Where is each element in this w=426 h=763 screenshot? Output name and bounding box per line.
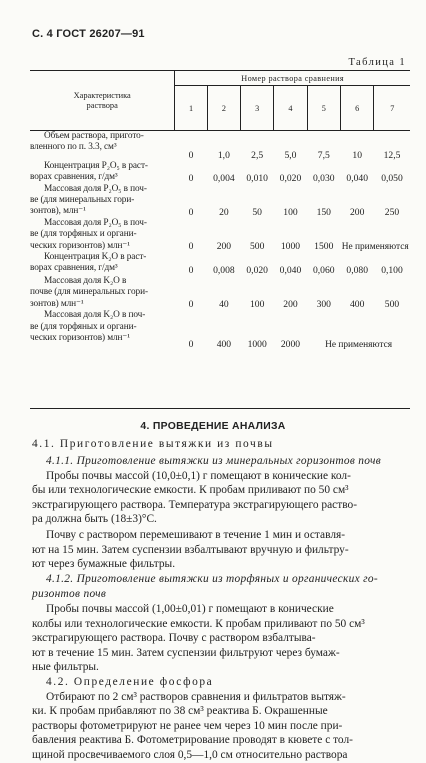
- row-label-line: ческих горизонтов) млн⁻¹: [30, 332, 130, 343]
- table-cell: 40: [219, 299, 229, 311]
- solution-number: 5: [307, 86, 340, 131]
- row-label-line: почве (для минеральных гори-: [30, 287, 148, 298]
- table-cell: 1000: [280, 240, 301, 252]
- text-line: ра должна быть (18±3)°С.: [32, 513, 157, 526]
- row-label-line: ве (для минеральных гори-: [30, 194, 135, 205]
- row-label-line: Массовая доля P₂O₅ в поч-: [44, 183, 147, 194]
- page-header: С. 4 ГОСТ 26207—91: [32, 28, 145, 40]
- text-line: ют в течение 15 мин. Затем суспензии фильтруют через бумаж-: [32, 646, 340, 659]
- table-row: [30, 131, 410, 161]
- table-cell: 0,050: [381, 172, 403, 184]
- table-cell: 200: [283, 299, 298, 311]
- text-line: экстрагирующего раствора. Температура экстрагирующего раство-: [32, 498, 357, 511]
- row-label-line: Массовая доля K₂O в поч-: [44, 310, 146, 321]
- column-header-characteristic: [30, 71, 175, 131]
- solution-number: 6: [340, 86, 374, 131]
- table-cell: 400: [216, 339, 232, 351]
- table-cell: 0: [188, 172, 194, 184]
- col-header-line: Характеристика: [73, 91, 131, 100]
- subsection-heading: 4.2. Определение фосфора: [46, 675, 214, 688]
- solution-number: 4: [274, 86, 307, 131]
- text-line: Пробы почвы массой (10,0±0,1) г помещают в конические кол-: [46, 469, 351, 482]
- text-line: растворы фотометрируют не ранее чем через 10 мин после при-: [32, 719, 343, 732]
- table-cell: 12,5: [383, 149, 401, 161]
- solution-number: 3: [241, 86, 274, 131]
- table-cell: 0,008: [213, 264, 235, 276]
- table-cell: 0,020: [279, 172, 302, 184]
- row-label-line: зонтов) млн⁻¹: [30, 298, 84, 309]
- text-line: бы или технологические емкости. К пробам приливают по 50 см³: [32, 484, 349, 497]
- text-line: бавления реактива Б. Фотометрирование проводят в кювете с тол-: [32, 734, 353, 747]
- row-label-line: ве (для торфяных и органи-: [30, 229, 137, 240]
- text-line: ки. К пробам прибавляют по 38 см³ реактива Б. Окрашенные: [32, 705, 328, 718]
- group-header: Номер раствора сравнения: [175, 71, 410, 86]
- row-label: [30, 310, 175, 350]
- table-cell: 0: [188, 206, 194, 218]
- table-caption: Таблица 1: [348, 57, 406, 68]
- table-cell: 0,020: [246, 264, 268, 276]
- paragraph-4-1-2-body: [32, 602, 412, 763]
- row-label: [30, 252, 175, 276]
- table-cell: 100: [249, 299, 265, 311]
- row-label: [30, 161, 175, 184]
- table-cell: 250: [384, 206, 400, 218]
- row-label-line: зонтов), млн⁻¹: [30, 206, 86, 217]
- solution-number: 7: [374, 86, 410, 131]
- row-label-line: Массовая доля P₂O₅ в поч-: [44, 217, 147, 228]
- table-cell: 2000: [280, 339, 301, 351]
- reference-solutions-table: [30, 70, 410, 350]
- table-cell: 150: [316, 206, 331, 218]
- col-header-line: раствора: [86, 100, 118, 110]
- item-heading: 4.1.2. Приготовление вытяжки из торфяных и органических го-: [46, 573, 378, 585]
- table-cell: 50: [252, 206, 262, 218]
- table-cell: 1000: [247, 339, 267, 351]
- table-cell: 7,5: [317, 149, 330, 161]
- page-continuation: [0, 600, 426, 761]
- table-row: [30, 310, 410, 350]
- row-label: [30, 131, 175, 161]
- subsection-heading: [32, 437, 412, 452]
- solution-number: 2: [207, 86, 240, 131]
- row-label-line: вленного по п. 3.3, см³: [30, 142, 117, 153]
- text-line: ные фильтры.: [32, 661, 99, 674]
- table-row: [30, 276, 410, 310]
- row-label-line: ворах сравнения, г/дм³: [30, 263, 118, 274]
- row-label-line: ческих горизонтов) млн⁻¹: [30, 240, 130, 251]
- table-cell: 1500: [314, 240, 334, 252]
- table-cell: 0: [188, 240, 194, 252]
- row-label-line: ве (для торфяных и органи-: [30, 321, 137, 332]
- text-line: экстрагирующего раствора. Почву с раствором взбалтыва-: [32, 632, 316, 645]
- table-cell: 0,004: [213, 172, 235, 184]
- text-line: Пробы почвы массой (1,00±0,01) г помещают в конические: [46, 603, 334, 615]
- table-cell: 5,0: [284, 149, 297, 161]
- table-cell: 400: [350, 299, 365, 311]
- row-label: [30, 276, 175, 310]
- table-cell: 0: [188, 299, 194, 311]
- solution-number: 1: [175, 86, 207, 131]
- table-cell: 0: [188, 149, 194, 161]
- text-line: щиной просвечиваемого слоя 0,5—1,0 см относительно раствора: [32, 748, 348, 761]
- section-title: 4. ПРОВЕДЕНИЕ АНАЛИЗА: [140, 421, 286, 432]
- table-row: [30, 218, 410, 252]
- table-cell: 2,5: [251, 149, 264, 161]
- row-label: [30, 184, 175, 218]
- table-cell: 0: [188, 264, 194, 276]
- table-cell: 20: [219, 206, 229, 218]
- text-line: Отбирают по 2 см³ растворов сравнения и фильтратов вытяж-: [46, 690, 346, 703]
- table-row: [30, 161, 410, 184]
- table-cell: 0,040: [279, 264, 302, 276]
- paragraph-4-1-1b: [32, 528, 412, 572]
- heading-text: 4.1. Приготовление вытяжки из почвы: [32, 438, 274, 450]
- table-cell: 0,100: [381, 264, 403, 276]
- row-label-line: Концентрация P₂O₅ в раст-: [44, 160, 148, 171]
- item-heading: 4.1.1. Приготовление вытяжки из минеральных горизонтов почв: [46, 455, 381, 467]
- table-row: [30, 252, 410, 276]
- text-line: ют через бумажные фильтры.: [32, 558, 176, 571]
- text-line: ют на 15 мин. Затем суспензии взбалтывают вручную и фильтру-: [32, 543, 349, 556]
- text-line: Почву с раствором перемешивают в течение 1 мин и оставля-: [46, 529, 346, 541]
- table-cell: 0,030: [312, 172, 335, 184]
- row-label: [30, 218, 175, 252]
- text-line: колбы или технологические емкости. К пробам приливают по 50 см³: [32, 617, 365, 630]
- table-cell: 0,060: [312, 264, 335, 276]
- table-cell: 100: [283, 206, 298, 218]
- table-cell: 500: [249, 240, 265, 252]
- table-cell: 200: [350, 206, 365, 218]
- not-applicable-note: Не применяются: [325, 340, 393, 351]
- table-cell: 500: [384, 299, 400, 311]
- table-cell: 0,040: [346, 172, 368, 184]
- table-row: [30, 184, 410, 218]
- paragraph-4-1-2: [32, 572, 412, 601]
- row-label-line: ворах сравнения, г/дм³: [30, 171, 118, 182]
- item-heading: ризонтов почв: [32, 587, 107, 600]
- row-label-line: Концентрация K₂O в раст-: [44, 251, 147, 262]
- table-cell: 10: [352, 149, 362, 161]
- paragraph-4-1-1: [32, 454, 412, 527]
- table-cell: 200: [216, 240, 232, 252]
- table-cell: 0: [188, 339, 194, 351]
- table-cell: 300: [316, 299, 331, 311]
- row-label-line: Массовая доля K₂O в: [44, 275, 127, 286]
- table-cell: 0,010: [246, 172, 268, 184]
- table-bottom-rule: [30, 408, 410, 409]
- table-cell: 1,0: [217, 149, 230, 161]
- table-cell: 0,080: [346, 264, 368, 276]
- row-label-line: Объем раствора, пригото-: [44, 131, 144, 141]
- not-applicable-note: Не применяются: [341, 241, 409, 252]
